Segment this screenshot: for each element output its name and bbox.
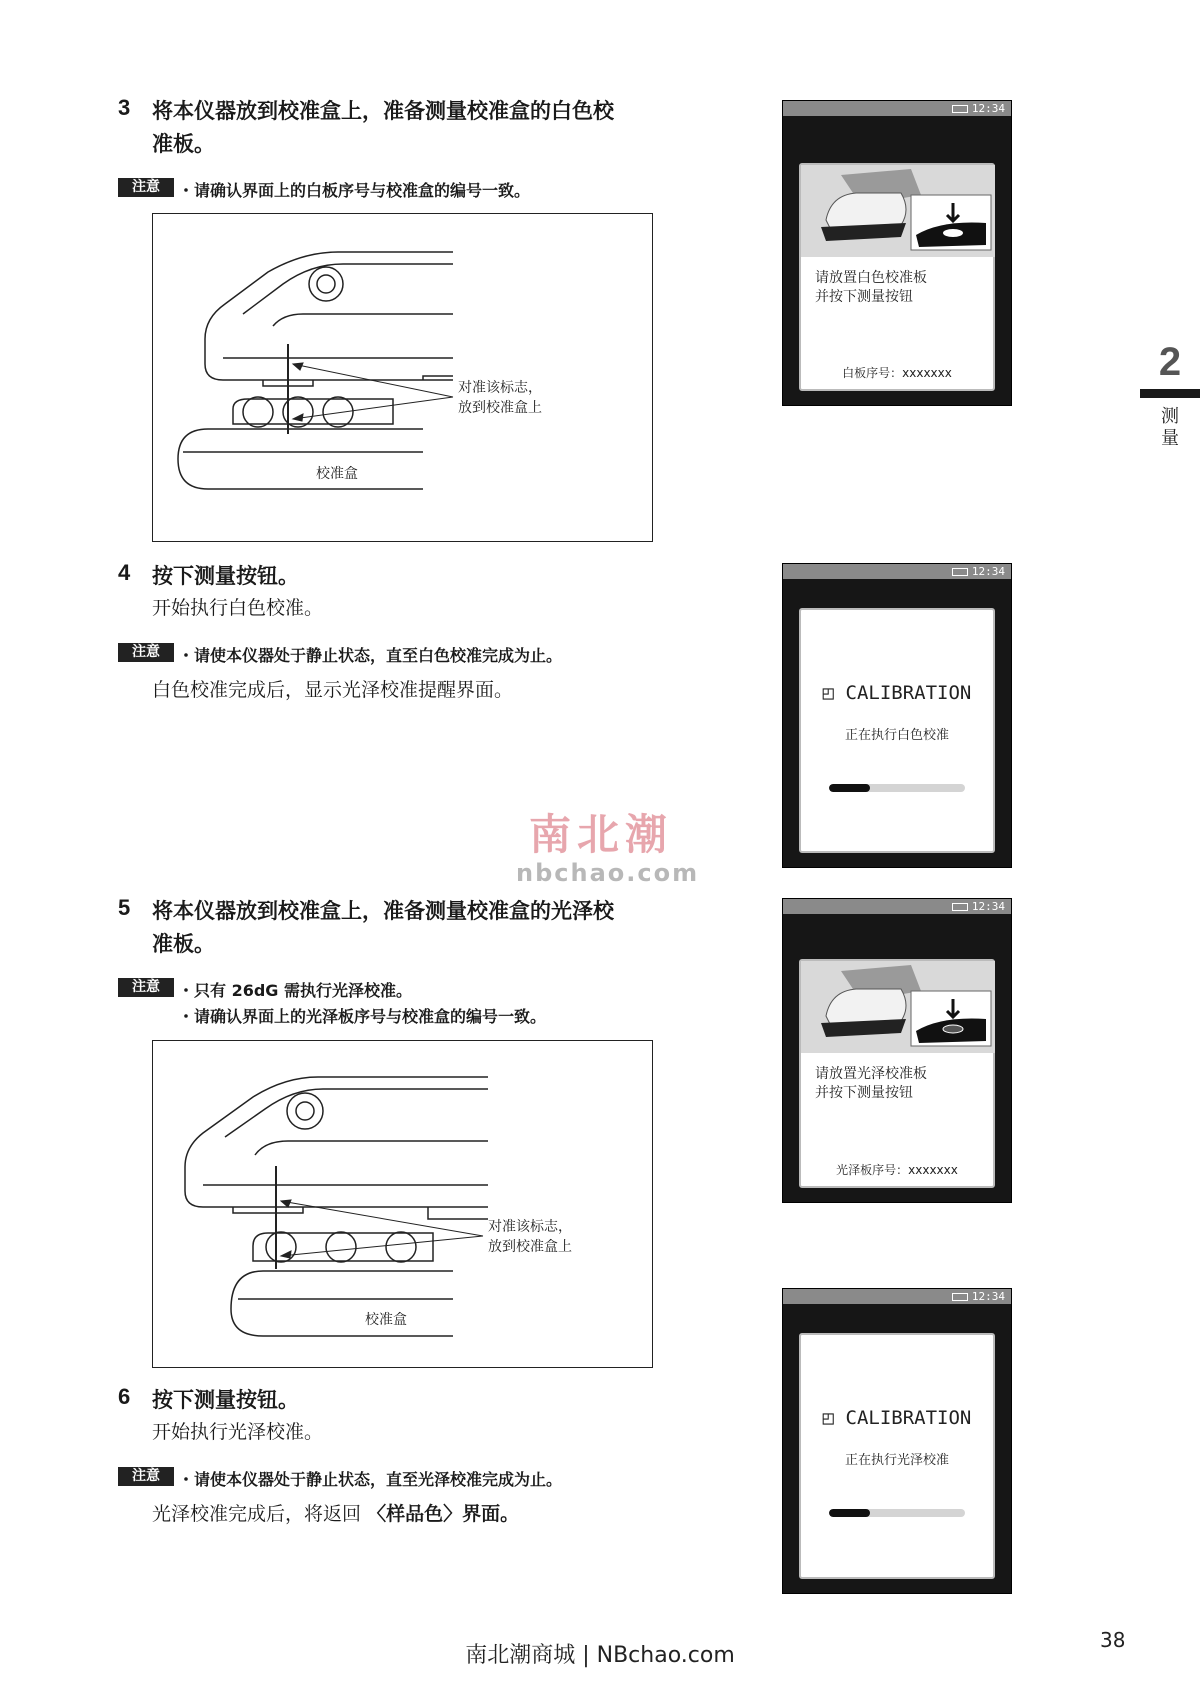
device-screen-gloss-prompt [782, 898, 1012, 1203]
step-number: 5 [118, 895, 131, 920]
prompt-text: 请放置光泽校准板 并按下测量按钮 [815, 1066, 927, 1101]
calibration-progress-bar [829, 784, 965, 792]
footer-text: 南北潮商城 | NBchao.com [465, 1643, 735, 1668]
alignment-diagram-gloss [152, 1040, 653, 1368]
watermark-logo-cn: 南北潮 [528, 810, 673, 859]
callout-text: 放到校准盒上 [458, 400, 542, 416]
callout-text: 放到校准盒上 [488, 1239, 572, 1255]
note-4 [118, 1467, 678, 1529]
step-title: 将本仪器放到校准盒上，准备测量校准盒的光泽校 准板。 [152, 899, 614, 956]
calibration-title: ◰ CALIBRATION [822, 682, 972, 704]
step-number: 3 [118, 95, 131, 120]
battery-icon [952, 105, 968, 113]
watermark-logo-en: nbchao.com [516, 859, 700, 887]
calibration-status: 正在执行光泽校准 [844, 1453, 949, 1468]
step-6 [118, 1384, 678, 1447]
device-screen-gloss-calibrating [782, 1288, 1012, 1594]
step-subtitle: 开始执行光泽校准。 [152, 1421, 324, 1443]
status-bar: 12:34 [783, 1289, 1011, 1304]
note-text: ・ 请确认界面上的白板序号与校准盒的编号一致。 [192, 178, 678, 204]
device-illustration-icon [801, 165, 995, 257]
status-bar: 12:34 [783, 899, 1011, 914]
chapter-divider [1140, 389, 1200, 398]
step-number: 6 [118, 1384, 131, 1409]
callout-text: 对准该标志， [488, 1219, 572, 1235]
page-number: 38 [1100, 1628, 1126, 1652]
note-text: ・ 请确认界面上的光泽板序号与校准盒的编号一致。 [192, 1004, 678, 1030]
calibration-icon: ◰ [822, 1407, 846, 1429]
plate-serial: 白板序号：xxxxxxx [842, 366, 952, 380]
step-subtitle: 开始执行白色校准。 [152, 597, 324, 619]
note-label: 注意 [118, 1467, 174, 1486]
note-text: ・ 只有 26dG 需执行光泽校准。 [192, 978, 678, 1004]
device-screen-white-prompt [782, 100, 1012, 406]
chapter-label: 测量 [1161, 406, 1179, 449]
step-5 [118, 895, 678, 961]
note-label: 注意 [118, 643, 174, 662]
calibration-status: 正在执行白色校准 [844, 728, 949, 743]
battery-icon [952, 903, 968, 911]
screen-panel [799, 163, 995, 391]
status-bar: 12:34 [783, 564, 1011, 579]
step-3 [118, 95, 678, 161]
battery-icon [952, 568, 968, 576]
calibration-icon: ◰ [822, 682, 846, 704]
note-2 [118, 643, 678, 705]
note-3 [118, 978, 678, 1030]
chapter-tab [1140, 340, 1200, 450]
step-title: 按下测量按钮。 [152, 564, 299, 588]
note-text: ・ 请使本仪器处于静止状态，直至光泽校准完成为止。 [192, 1467, 678, 1493]
chapter-number: 2 [1158, 340, 1182, 384]
step-title: 将本仪器放到校准盒上，准备测量校准盒的白色校 准板。 [152, 99, 614, 156]
note-label: 注意 [118, 178, 174, 197]
watermark [516, 810, 700, 887]
box-label: 校准盒 [365, 1312, 407, 1328]
screen-panel [799, 1333, 995, 1579]
callout-text: 对准该标志， [458, 380, 542, 396]
battery-icon [952, 1293, 968, 1301]
note-text: ・ 请使本仪器处于静止状态，直至白色校准完成为止。 [192, 643, 678, 669]
box-label: 校准盒 [316, 466, 358, 482]
note-followup: 光泽校准完成后，将返回 〈样品色〉界面。 [152, 1503, 520, 1525]
alignment-diagram-white [152, 213, 653, 542]
device-screen-white-calibrating [782, 563, 1012, 868]
prompt-text: 请放置白色校准板 并按下测量按钮 [815, 270, 927, 305]
calibration-title: ◰ CALIBRATION [822, 1407, 972, 1429]
progress-fill [829, 784, 870, 792]
note-followup: 白色校准完成后，显示光泽校准提醒界面。 [152, 679, 514, 701]
screen-panel [799, 959, 995, 1188]
calibration-progress-bar [829, 1509, 965, 1517]
step-title: 按下测量按钮。 [152, 1388, 299, 1412]
progress-fill [829, 1509, 870, 1517]
step-4 [118, 560, 678, 623]
status-bar: 12:34 [783, 101, 1011, 116]
screen-panel [799, 608, 995, 853]
plate-serial: 光泽板序号：xxxxxxx [836, 1163, 958, 1177]
note-label: 注意 [118, 978, 174, 997]
step-number: 4 [118, 560, 131, 585]
note-1 [118, 178, 678, 204]
device-illustration-icon [801, 961, 995, 1053]
